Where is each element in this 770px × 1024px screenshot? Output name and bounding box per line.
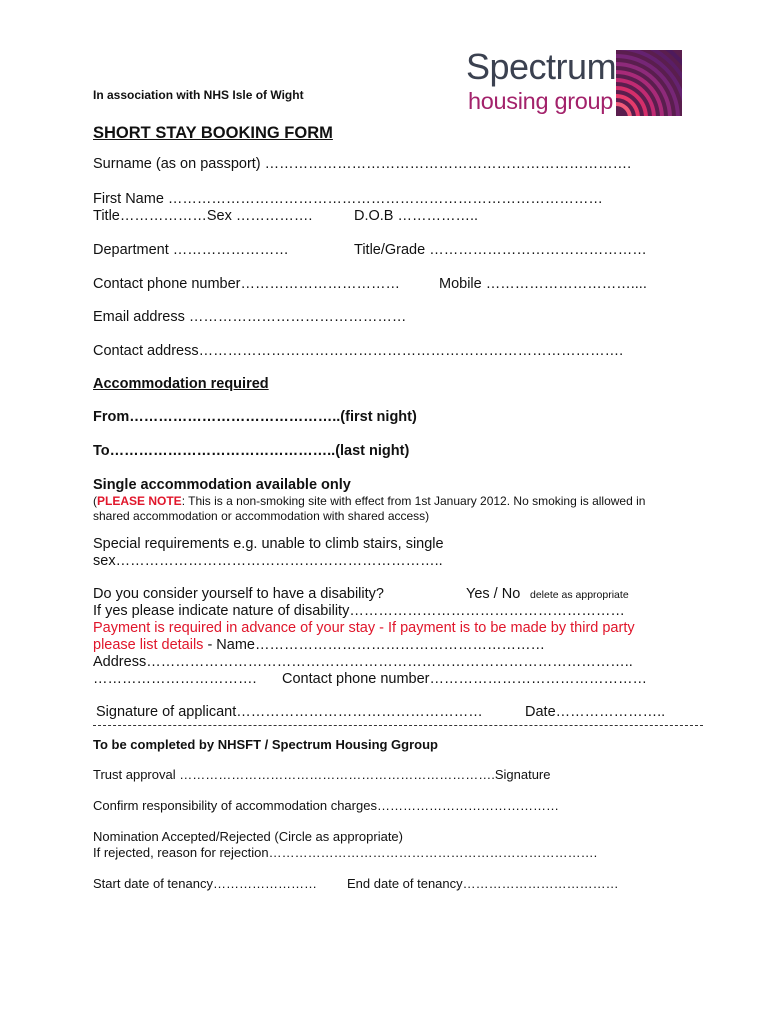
logo-name: Spectrum	[466, 46, 617, 87]
title-grade-field[interactable]: Title/Grade ………………………………………	[354, 242, 647, 258]
end-date-field[interactable]: End date of tenancy………………………………	[347, 876, 619, 891]
disability-nature-field[interactable]: If yes please indicate nature of disability…………………………………………………	[93, 603, 625, 619]
trust-approval-field[interactable]: Trust approval ……………………………………………………………….Signature	[93, 767, 551, 782]
note-label: PLEASE NOTE	[97, 494, 182, 508]
date-field[interactable]: Date…………………..	[525, 704, 666, 720]
spectrum-logo	[466, 48, 716, 120]
payment-list-details: please list details	[93, 637, 204, 653]
logo-sub: housing group	[468, 88, 614, 114]
confirm-responsibility-field[interactable]: Confirm responsibility of accommodation charges……………………………………	[93, 798, 559, 813]
special-requirements-label: Special requirements e.g. unable to climb stairs, single	[93, 536, 444, 552]
association-text: In association with NHS Isle of Wight	[93, 88, 304, 102]
special-requirements-field[interactable]: sex…………………………………………………………..	[93, 553, 443, 569]
note-open-paren: (	[93, 494, 97, 508]
payer-contact-phone-field[interactable]: Contact phone number………………………………………	[282, 671, 648, 687]
nomination-label: Nomination Accepted/Rejected (Circle as appropriate)	[93, 829, 403, 844]
disability-question: Do you consider yourself to have a disability?	[93, 586, 384, 602]
non-smoking-note	[93, 494, 645, 508]
rejection-reason-field[interactable]: If rejected, reason for rejection………………………………………………………………….	[93, 845, 598, 860]
from-field[interactable]: From……………………………………..(first night)	[93, 409, 417, 425]
non-smoking-note-line2: shared accommodation or accommodation with shared access)	[93, 509, 430, 523]
accommodation-heading: Accommodation required	[93, 376, 269, 392]
logo-arcs-icon	[616, 48, 686, 118]
payment-notice: Payment is required in advance of your stay - If payment is to be made by third party	[93, 620, 635, 636]
payment-name-field[interactable]: - Name……………………………………………………	[203, 637, 545, 653]
yes-no-choice[interactable]: Yes / No	[466, 586, 521, 602]
start-date-field[interactable]: Start date of tenancy……………………	[93, 876, 317, 891]
single-accommodation-heading: Single accommodation available only	[93, 477, 351, 493]
payment-name-line[interactable]	[93, 637, 545, 653]
to-field[interactable]: To………………………………………..(last night)	[93, 443, 410, 459]
email-field[interactable]: Email address ………………………………………	[93, 309, 407, 325]
payer-address-field[interactable]: Address………………………………………………………………………………………..	[93, 654, 633, 670]
signature-field[interactable]: Signature of applicant……………………………………………	[96, 704, 483, 720]
contact-address-field[interactable]: Contact address…………………………………………………………………………….	[93, 343, 624, 359]
payer-address-cont[interactable]: …………………………….	[93, 671, 257, 687]
form-title: SHORT STAY BOOKING FORM	[93, 124, 333, 142]
mobile-field[interactable]: Mobile …………………………....	[439, 276, 647, 292]
note-text: : This is a non-smoking site with effect from 1st January 2012. No smoking is allowed in	[181, 494, 646, 508]
department-field[interactable]: Department ……………………	[93, 242, 289, 258]
title-sex-field[interactable]: Title………………Sex …………….	[93, 208, 313, 224]
first-name-field[interactable]: First Name ………………………………………………………………………………	[93, 191, 603, 207]
surname-field[interactable]: Surname (as on passport) ………………………………………………………………….	[93, 156, 632, 172]
dob-field[interactable]: D.O.B ……………..	[354, 208, 479, 224]
delete-note: delete as appropriate	[530, 589, 629, 601]
office-heading: To be completed by NHSFT / Spectrum Housing Ggroup	[93, 737, 438, 752]
contact-phone-field[interactable]: Contact phone number……………………………	[93, 276, 401, 292]
section-divider	[93, 725, 703, 726]
